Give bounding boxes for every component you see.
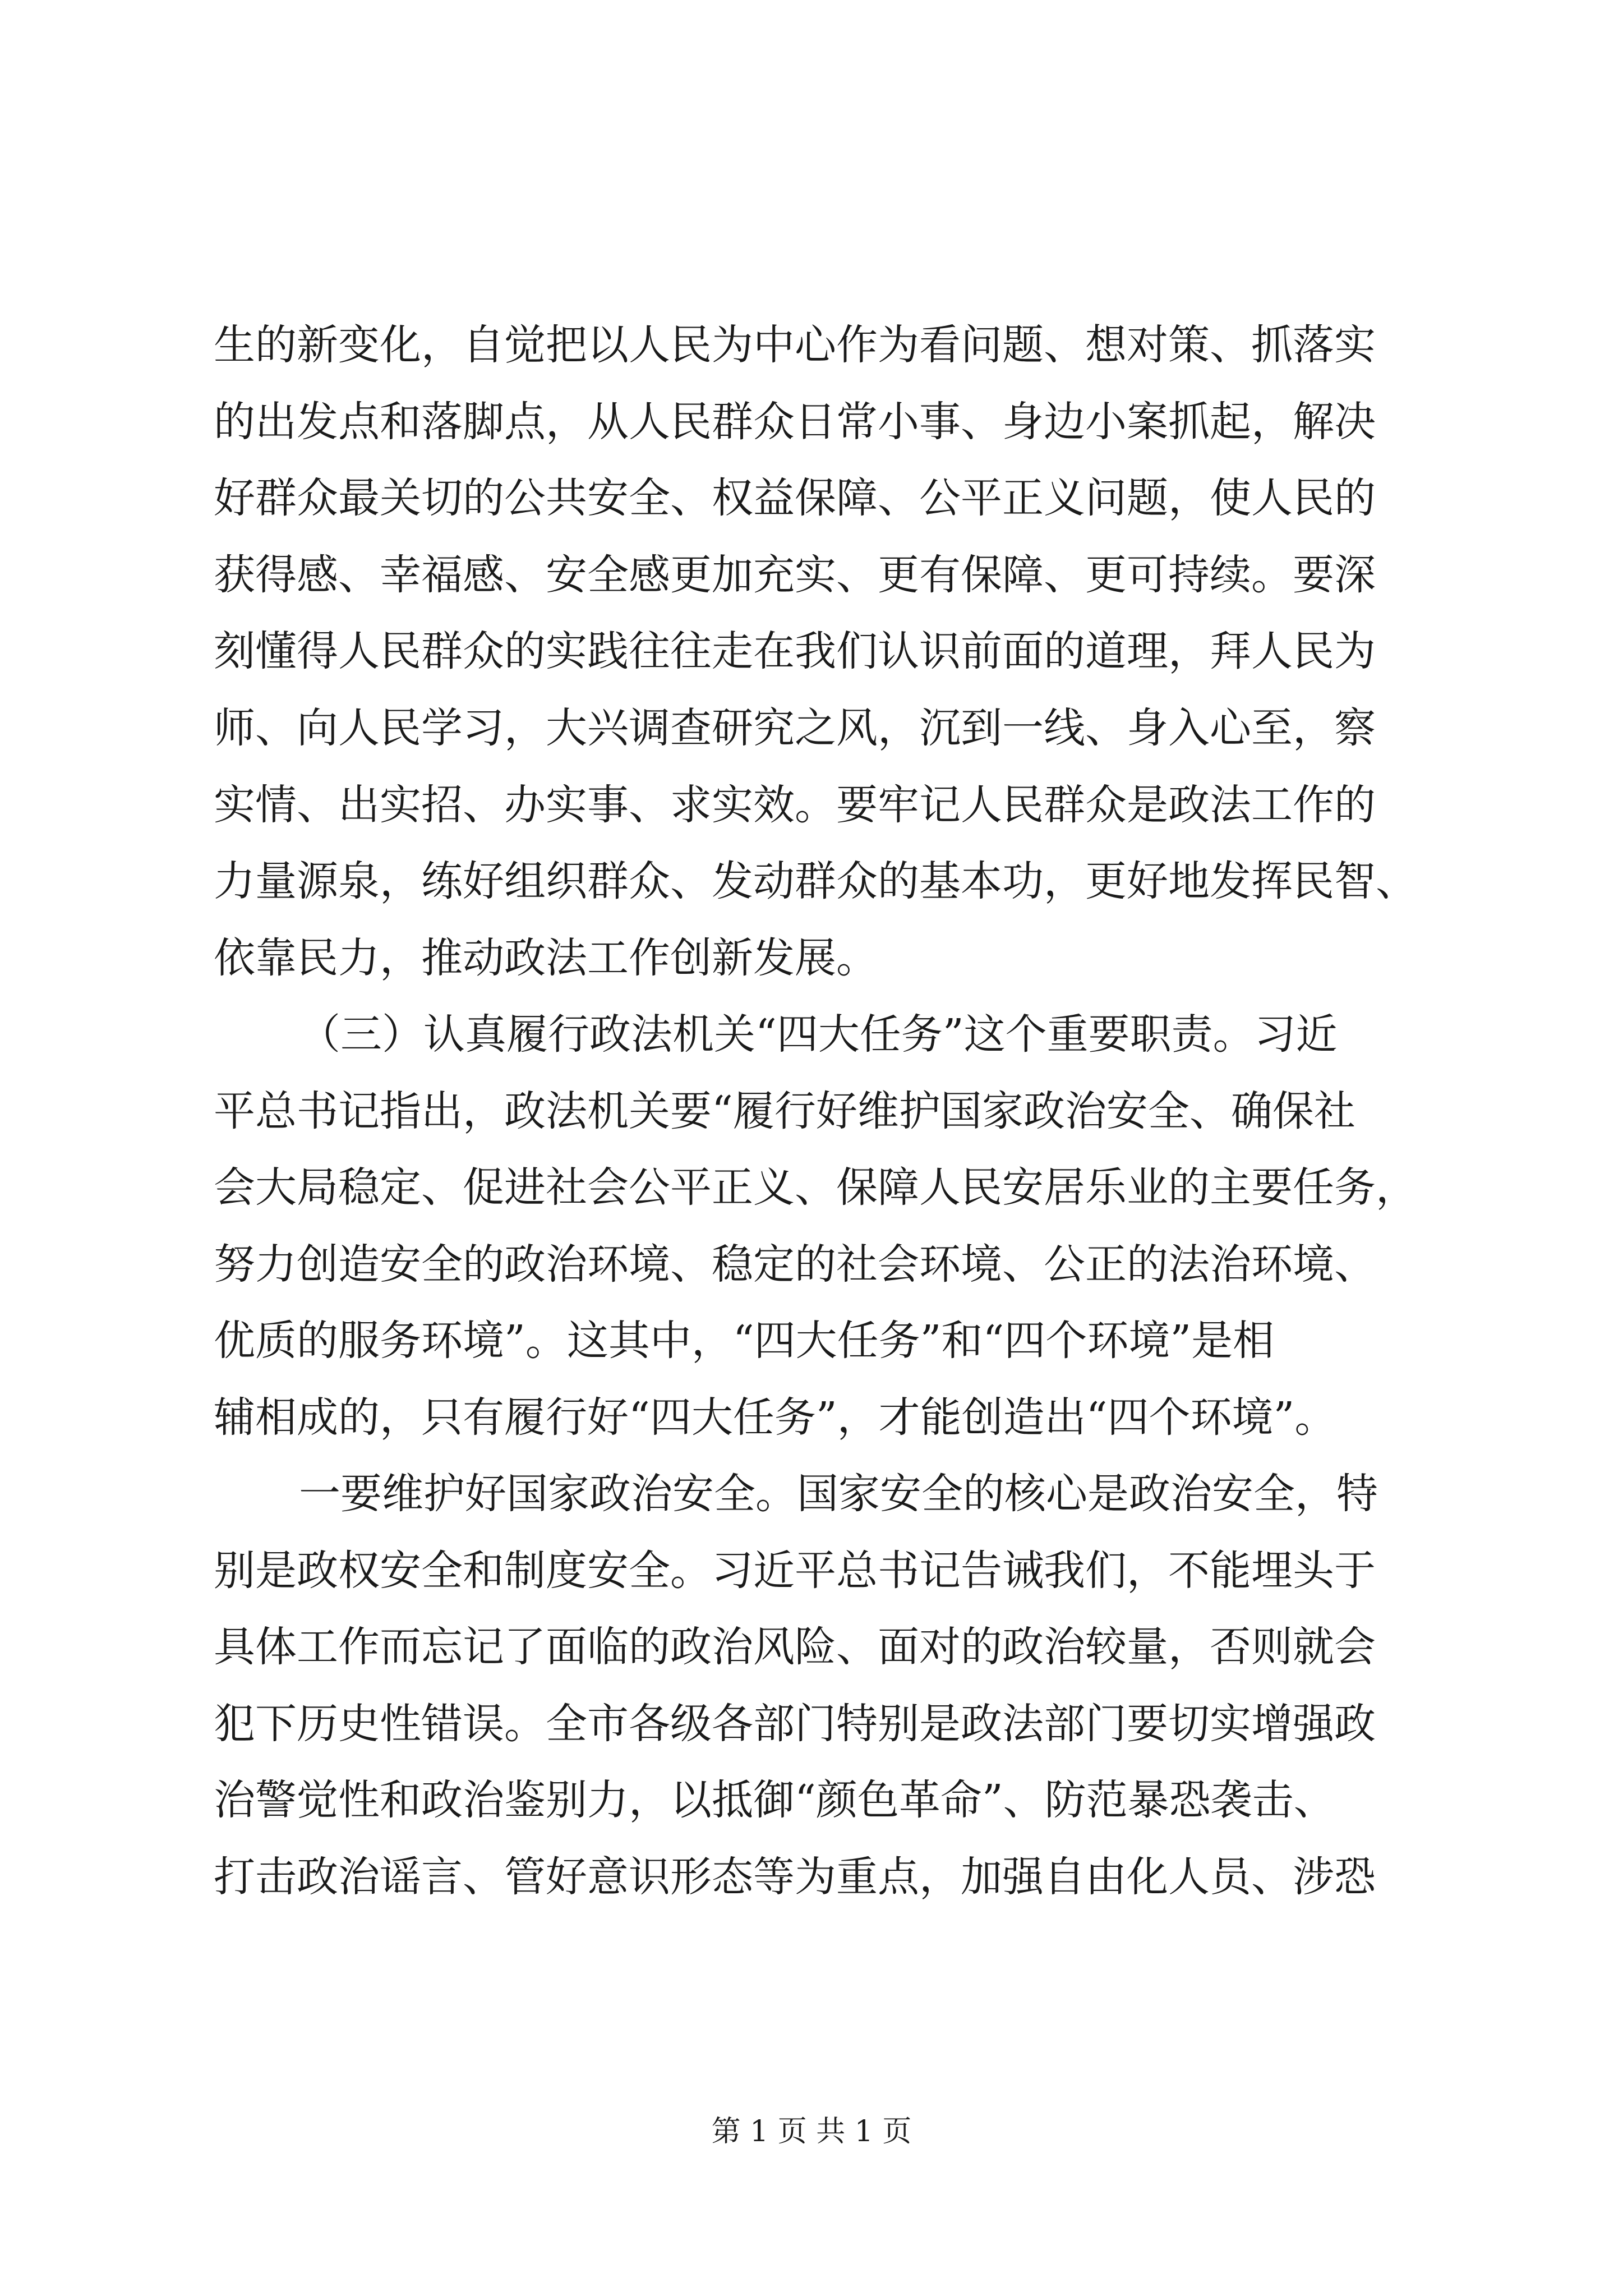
page-footer: 第 1 页 共 1 页 <box>711 2115 912 2148</box>
text-line: 刻懂得人民群众的实践往往走在我们认识前面的道理，拜人民为 <box>214 627 1376 675</box>
text-line: 具体工作而忘记了面临的政治风险、面对的政治较量，否则就会 <box>214 1623 1376 1671</box>
text-line: 好群众最关切的公共安全、权益保障、公平正义问题，使人民的 <box>214 474 1376 522</box>
text-line: 辅相成的，只有履行好“四大任务”，才能创造出“四个环境”。 <box>214 1393 1336 1442</box>
text-line: 治警觉性和政治鉴别力，以抵御“颜色革命”、防范暴恐袭击、 <box>214 1776 1335 1824</box>
text-line: 别是政权安全和制度安全。习近平总书记告诫我们，不能埋头于 <box>214 1547 1376 1595</box>
text-line: 会大局稳定、促进社会公平正义、保障人民安居乐业的主要任务， <box>214 1163 1417 1212</box>
text-line: 打击政治谣言、管好意识形态等为重点，加强自由化人员、涉恐 <box>214 1853 1376 1901</box>
text-line: 依靠民力，推动政法工作创新发展。 <box>214 934 878 982</box>
text-line: （三）认真履行政法机关“四大任务”这个重要职责。习近 <box>299 1010 1338 1059</box>
text-line: 犯下历史性错误。全市各级各部门特别是政法部门要切实增强政 <box>214 1700 1376 1748</box>
text-line: 实情、出实招、办实事、求实效。要牢记人民群众是政法工作的 <box>214 781 1376 829</box>
text-line: 平总书记指出，政法机关要“履行好维护国家政治安全、确保社 <box>214 1087 1355 1135</box>
text-line: 一要维护好国家政治安全。国家安全的核心是政治安全，特 <box>299 1470 1378 1518</box>
text-line: 努力创造安全的政治环境、稳定的社会环境、公正的法治环境、 <box>214 1240 1376 1289</box>
text-line: 师、向人民学习，大兴调查研究之风，沉到一线、身入心至，察 <box>214 704 1376 752</box>
text-line: 获得感、幸福感、安全感更加充实、更有保障、更可持续。要深 <box>214 551 1376 599</box>
text-line: 的出发点和落脚点，从人民群众日常小事、身边小案抓起，解决 <box>214 398 1376 446</box>
text-line: 生的新变化，自觉把以人民为中心作为看问题、想对策、抓落实 <box>214 321 1376 369</box>
text-line: 力量源泉，练好组织群众、发动群众的基本功，更好地发挥民智、 <box>214 857 1417 905</box>
text-line: 优质的服务环境”。这其中，“四大任务”和“四个环境”是相 <box>214 1317 1275 1365</box>
